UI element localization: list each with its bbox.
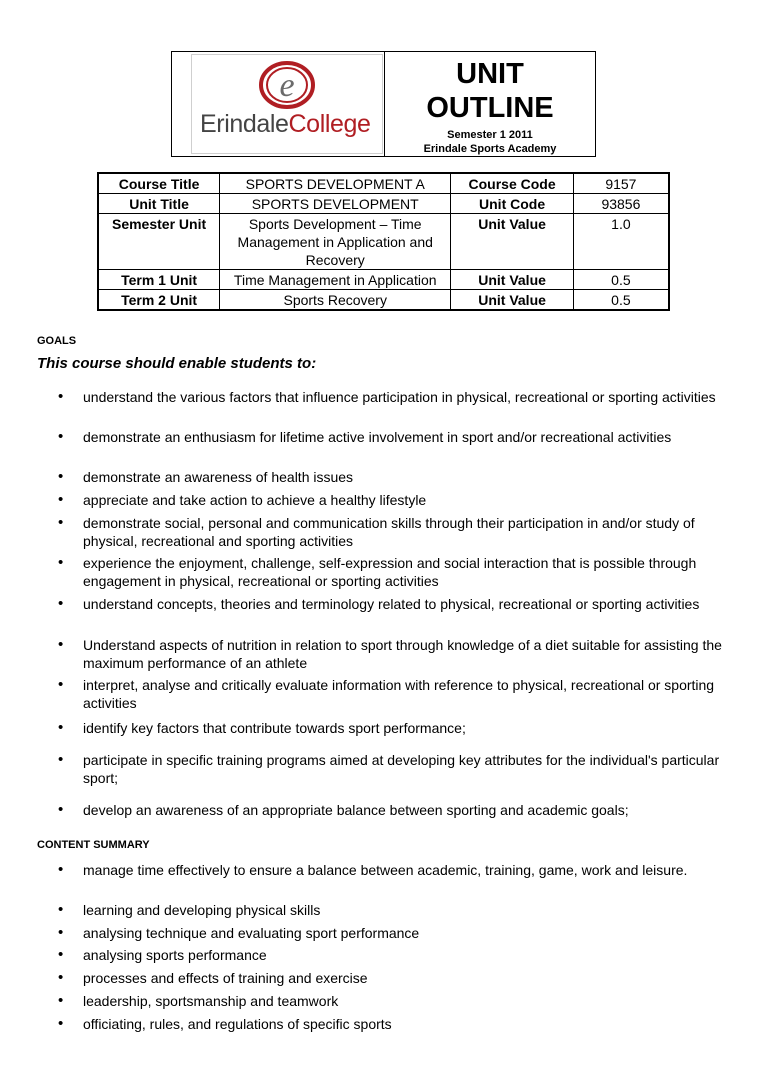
list-item bbox=[58, 992, 738, 1010]
logo-cell bbox=[172, 52, 385, 156]
semester-label: Semester 1 2011 bbox=[447, 129, 533, 141]
list-item bbox=[58, 428, 738, 446]
list-item-text: demonstrate an enthusiasm for lifetime active involvement in sport and/or recreational activities bbox=[83, 429, 672, 445]
bullet-icon: • bbox=[58, 924, 64, 941]
list-item bbox=[58, 719, 738, 737]
list-item-text: leadership, sportsmanship and teamwork bbox=[83, 993, 339, 1009]
row-label-2: Unit Value bbox=[451, 214, 574, 270]
row-value-2: 0.5 bbox=[573, 270, 669, 290]
bullet-icon: • bbox=[58, 946, 64, 963]
row-label-2: Unit Value bbox=[451, 290, 574, 311]
list-item-text: understand the various factors that influence participation in physical, recreational or sporting activities bbox=[83, 389, 716, 405]
list-item-text: manage time effectively to ensure a balance between academic, training, game, work and leisure. bbox=[83, 862, 688, 878]
list-item-text: demonstrate an awareness of health issues bbox=[83, 469, 354, 485]
list-item bbox=[58, 636, 738, 672]
row-value-2: 0.5 bbox=[573, 290, 669, 311]
bullet-icon: • bbox=[58, 554, 64, 571]
bullet-icon: • bbox=[58, 901, 64, 918]
row-value: Sports Development – Time Management in Application and Recovery bbox=[220, 214, 451, 270]
row-value: SPORTS DEVELOPMENT A bbox=[220, 173, 451, 194]
content-summary-heading: CONTENT SUMMARY bbox=[37, 839, 150, 851]
title-line-1: UNIT bbox=[456, 58, 524, 90]
list-item-text: participate in specific training programs aimed at developing key attributes for the individual's particular sport; bbox=[83, 752, 720, 786]
bullet-icon: • bbox=[58, 992, 64, 1009]
row-label: Course Title bbox=[98, 173, 220, 194]
list-item bbox=[58, 751, 738, 787]
list-item-text: develop an awareness of an appropriate balance between sporting and academic goals; bbox=[83, 802, 629, 818]
bullet-icon: • bbox=[58, 861, 64, 878]
list-item-text: learning and developing physical skills bbox=[83, 902, 321, 918]
header-box bbox=[171, 51, 596, 157]
list-item bbox=[58, 901, 738, 919]
row-value: Sports Recovery bbox=[220, 290, 451, 311]
list-item bbox=[58, 554, 738, 590]
list-item-text: experience the enjoyment, challenge, self-expression and social interaction that is possible through engagement in physical, recreational or sporting activities bbox=[83, 555, 697, 589]
row-label: Term 1 Unit bbox=[98, 270, 220, 290]
table-row bbox=[98, 214, 669, 270]
college-logo bbox=[191, 54, 383, 154]
list-item bbox=[58, 1015, 738, 1033]
row-label-2: Unit Code bbox=[451, 194, 574, 214]
list-item-text: processes and effects of training and exercise bbox=[83, 970, 368, 986]
bullet-icon: • bbox=[58, 719, 64, 736]
bullet-icon: • bbox=[58, 969, 64, 986]
table-row bbox=[98, 194, 669, 214]
row-label-2: Unit Value bbox=[451, 270, 574, 290]
logo-brand: Erindale bbox=[200, 110, 289, 138]
academy-label: Erindale Sports Academy bbox=[423, 143, 557, 155]
list-item-text: understand concepts, theories and terminology related to physical, recreational or sporting activities bbox=[83, 596, 700, 612]
title-cell bbox=[385, 52, 595, 156]
list-item bbox=[58, 861, 738, 879]
bullet-icon: • bbox=[58, 595, 64, 612]
list-item-text: identify key factors that contribute towards sport performance; bbox=[83, 720, 466, 736]
list-item-text: Understand aspects of nutrition in relation to sport through knowledge of a diet suitable for assisting the maximum performance of an athlete bbox=[83, 637, 722, 671]
list-item bbox=[58, 388, 738, 406]
list-item bbox=[58, 969, 738, 987]
list-item-text: appreciate and take action to achieve a healthy lifestyle bbox=[83, 492, 427, 508]
row-label: Semester Unit bbox=[98, 214, 220, 270]
bullet-icon: • bbox=[58, 801, 64, 818]
title-line-2: OUTLINE bbox=[426, 92, 554, 124]
list-item bbox=[58, 676, 738, 712]
row-value: SPORTS DEVELOPMENT bbox=[220, 194, 451, 214]
list-item-text: demonstrate social, personal and communication skills through their participation in and/or study of physical, recreational and sporting activities bbox=[83, 515, 695, 549]
bullet-icon: • bbox=[58, 676, 64, 693]
logo-college: College bbox=[288, 110, 371, 138]
table-row bbox=[98, 290, 669, 311]
row-label-2: Course Code bbox=[451, 173, 574, 194]
bullet-icon: • bbox=[58, 388, 64, 405]
goals-intro: This course should enable students to: bbox=[37, 355, 317, 372]
e-logo-icon bbox=[257, 59, 317, 111]
list-item bbox=[58, 801, 738, 819]
unit-outline-title bbox=[385, 57, 595, 125]
list-item bbox=[58, 946, 738, 964]
course-table bbox=[97, 172, 670, 311]
bullet-icon: • bbox=[58, 1015, 64, 1032]
row-label: Unit Title bbox=[98, 194, 220, 214]
list-item bbox=[58, 468, 738, 486]
list-item-text: analysing technique and evaluating sport performance bbox=[83, 925, 420, 941]
list-item bbox=[58, 595, 738, 613]
list-item-text: analysing sports performance bbox=[83, 947, 267, 963]
logo-wordmark bbox=[200, 110, 371, 139]
table-row bbox=[98, 270, 669, 290]
table-row bbox=[98, 173, 669, 194]
list-item bbox=[58, 514, 738, 550]
bullet-icon: • bbox=[58, 468, 64, 485]
goals-heading: GOALS bbox=[37, 335, 77, 347]
row-value-2: 93856 bbox=[573, 194, 669, 214]
svg-text:e: e bbox=[279, 67, 295, 104]
bullet-icon: • bbox=[58, 751, 64, 768]
bullet-icon: • bbox=[58, 514, 64, 531]
row-value-2: 1.0 bbox=[573, 214, 669, 270]
list-item bbox=[58, 491, 738, 509]
bullet-icon: • bbox=[58, 428, 64, 445]
list-item-text: interpret, analyse and critically evaluate information with reference to physical, recreational or sporting activities bbox=[83, 677, 715, 711]
bullet-icon: • bbox=[58, 491, 64, 508]
row-value-2: 9157 bbox=[573, 173, 669, 194]
bullet-icon: • bbox=[58, 636, 64, 653]
row-label: Term 2 Unit bbox=[98, 290, 220, 311]
list-item-text: officiating, rules, and regulations of specific sports bbox=[83, 1016, 392, 1032]
row-value: Time Management in Application bbox=[220, 270, 451, 290]
list-item bbox=[58, 924, 738, 942]
